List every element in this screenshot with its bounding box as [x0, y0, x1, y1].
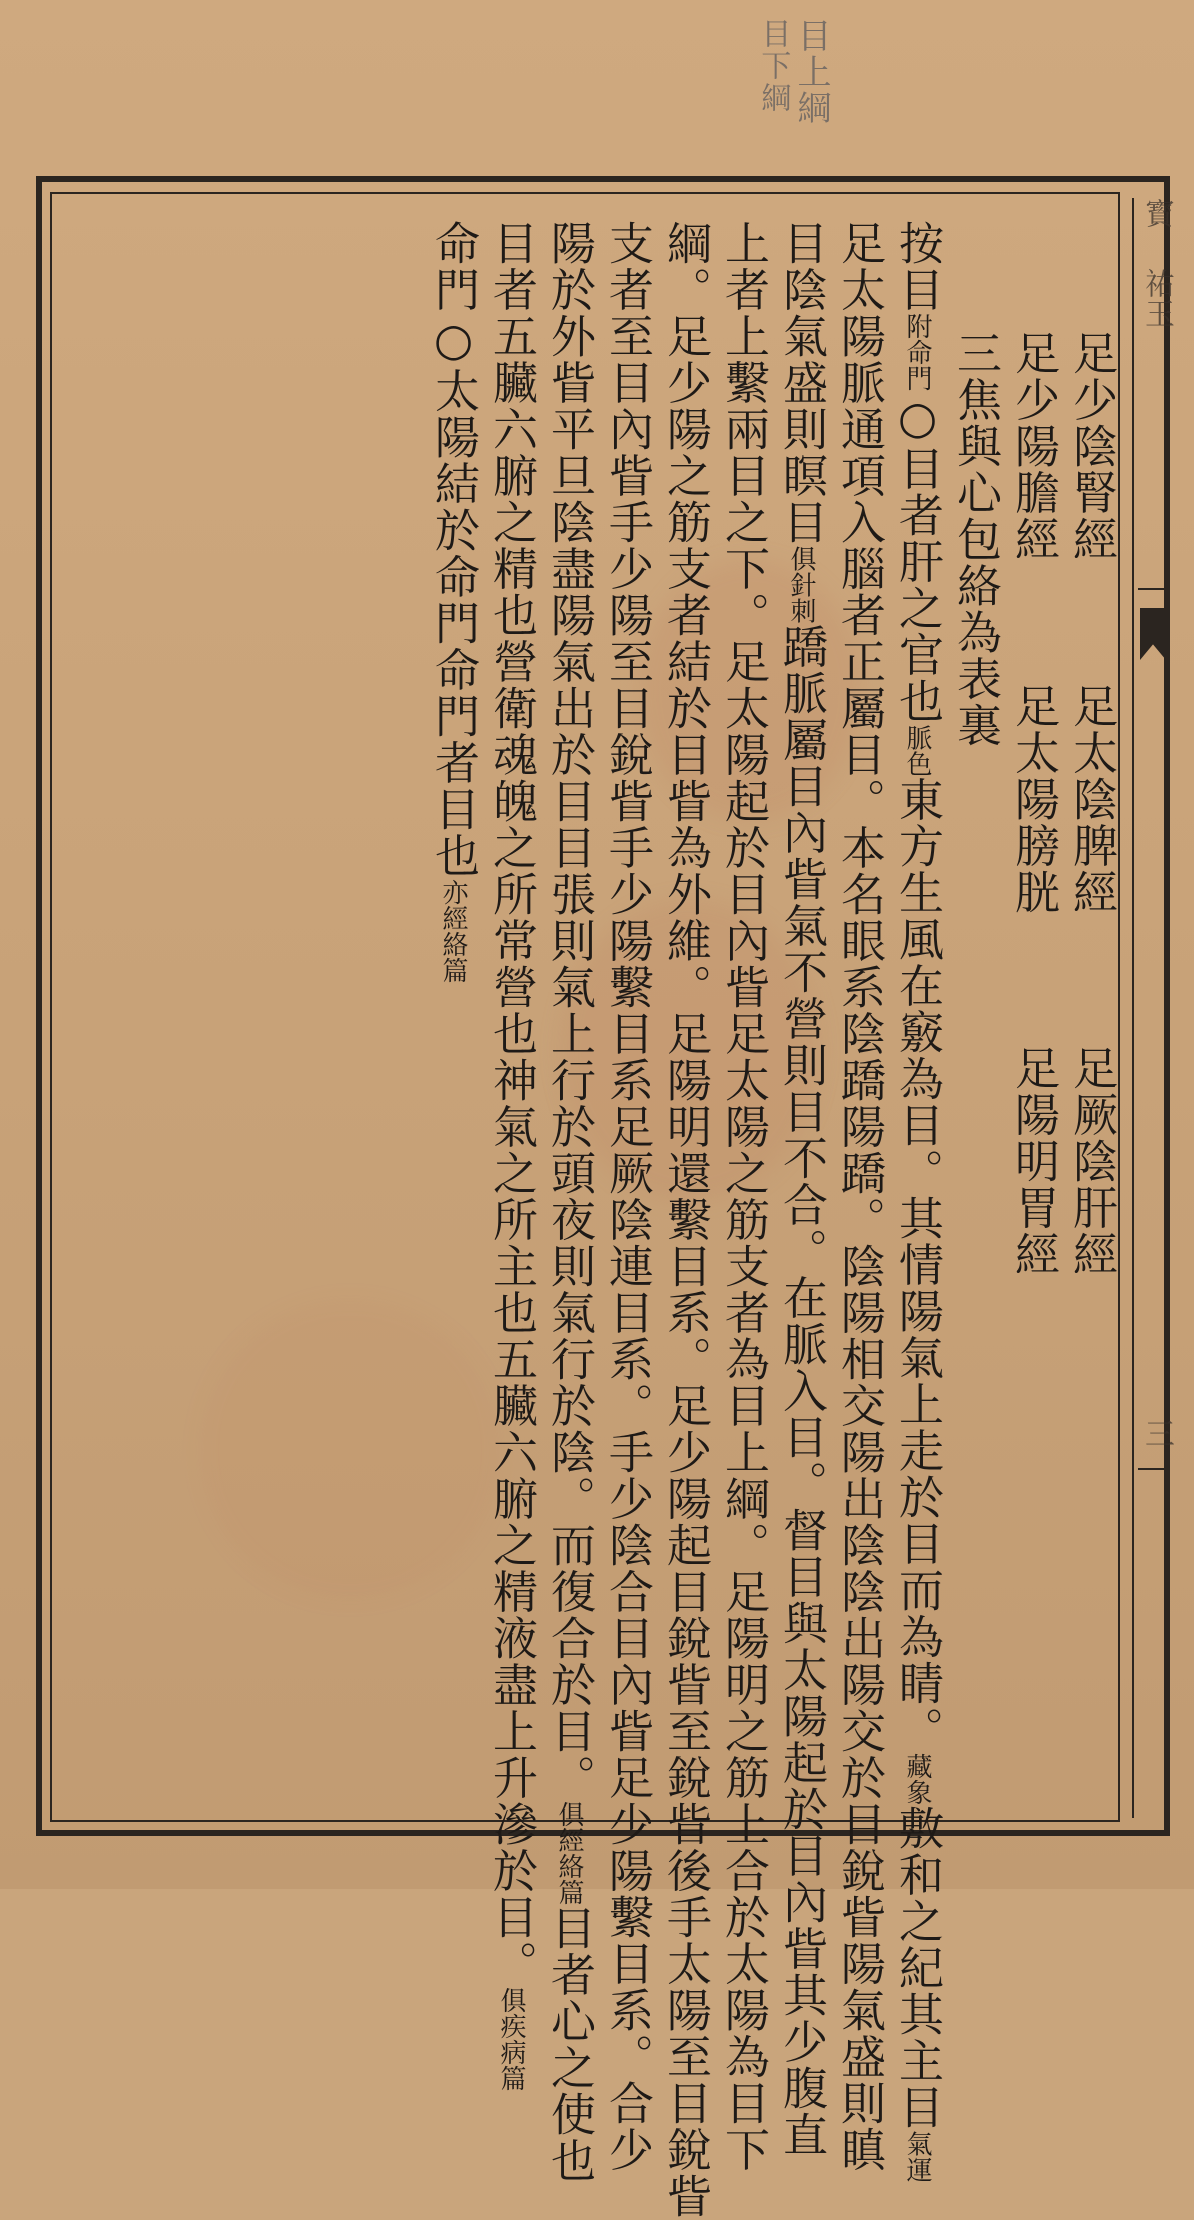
body-column-3 [772, 220, 830, 2158]
page-number: 三 [1139, 1418, 1174, 1448]
inline-note: 俱針刺 [786, 545, 816, 624]
inline-note: 俱疾病篇 [496, 1987, 526, 2091]
body-text: 目陰氣盛則瞑目 [775, 220, 828, 546]
body-column-6 [598, 220, 656, 2173]
heading-column-2 [1004, 220, 1062, 1810]
margin-title-char: 寳 [1139, 198, 1174, 228]
stamp-right-column: 目上綱 [791, 18, 831, 126]
body-column-8 [482, 220, 540, 2091]
body-text: 綱。足少陽之筋支者結於目眥為外維。足陽明還繫目系。足少陽起目銳眥至銳眥後手太陽至目銳眥 [659, 220, 712, 2220]
body-column-4 [714, 220, 772, 2173]
inline-note: 附命門 [902, 313, 932, 391]
heading-kidney: 足少陰腎經 [1065, 330, 1118, 563]
body-text: ○目者肝之官也 [891, 391, 944, 725]
body-text: 上者上繫兩目之下。足太陽起於目內眥足太陽之筋支者為目上綱。足陽明之筋上合於太陽為目下 [717, 220, 770, 2173]
heading-stomach: 足陽明胃經 [1007, 1045, 1060, 1278]
stamp-left-column: 目下綱 [755, 18, 791, 114]
body-text: 目者心之使也 [543, 1905, 596, 2184]
heading-liver: 足厥陰肝經 [1065, 1045, 1118, 1278]
inline-note: 脈色 [902, 724, 932, 777]
body-column-7 [540, 220, 598, 2184]
body-text: 蹻脈屬目內眥氣不營則目不合。在脈入目。督目與太陽起於目內眥其少腹直 [775, 623, 828, 2158]
heading-sanjiao: 三焦與心包絡為表裏 [949, 330, 1002, 749]
body-text: 支者至目內眥手少陽至目銳眥手少陽繫目系足厥陰連目系。手少陰合目內眥足少陽繫目系。合少 [601, 220, 654, 2173]
margin-title-chars: 祐玉 [1139, 268, 1174, 328]
body-text: 敷和之紀其主目 [891, 1805, 944, 2131]
library-stamp [718, 18, 831, 148]
body-text: 命門○太陽結於命門命門者目也 [427, 220, 480, 879]
body-text: 按目 [891, 220, 944, 313]
heading-bladder: 足太陽膀胱 [1007, 682, 1060, 915]
body-column-9 [424, 220, 482, 1810]
body-text: 目者五臟六腑之精也營衛魂魄之所常營也神氣之所主也五臟六腑之精液盡上升滲於目。 [485, 220, 538, 1987]
margin-rule [1138, 1468, 1168, 1470]
heading-gallbladder: 足少陽膽經 [1007, 330, 1060, 563]
main-text [427, 220, 1120, 2220]
inline-note: 亦經絡篇 [438, 879, 468, 983]
body-text: 陽於外眥平旦陰盡陽氣出於目目張則氣上行於頭夜則氣行於陰。而復合於目。 [543, 220, 596, 1801]
inline-note: 藏象 [902, 1753, 932, 1805]
body-column-2 [830, 220, 888, 2173]
body-text: 東方生風在竅為目。其情陽氣上走於目而為睛。 [891, 776, 944, 1753]
margin-strip [1132, 198, 1172, 1818]
margin-rule [1138, 588, 1168, 590]
heading-column-3 [946, 220, 1004, 1810]
body-text: 足太陽脈通項入腦者正屬目。本名眼系陰蹻陽蹻。陰陽相交陽出陰陰出陽交於目銳眥陽氣盛則瞋 [833, 220, 886, 2173]
inline-note: 俱經絡篇 [554, 1801, 584, 1905]
fishtail-mark [1140, 608, 1166, 660]
heading-spleen: 足太陰脾經 [1065, 682, 1118, 915]
body-column-5 [656, 220, 714, 2220]
inline-note: 氣運 [902, 2130, 932, 2183]
heading-column-1 [1062, 220, 1120, 1810]
body-column-1 [888, 220, 946, 2183]
